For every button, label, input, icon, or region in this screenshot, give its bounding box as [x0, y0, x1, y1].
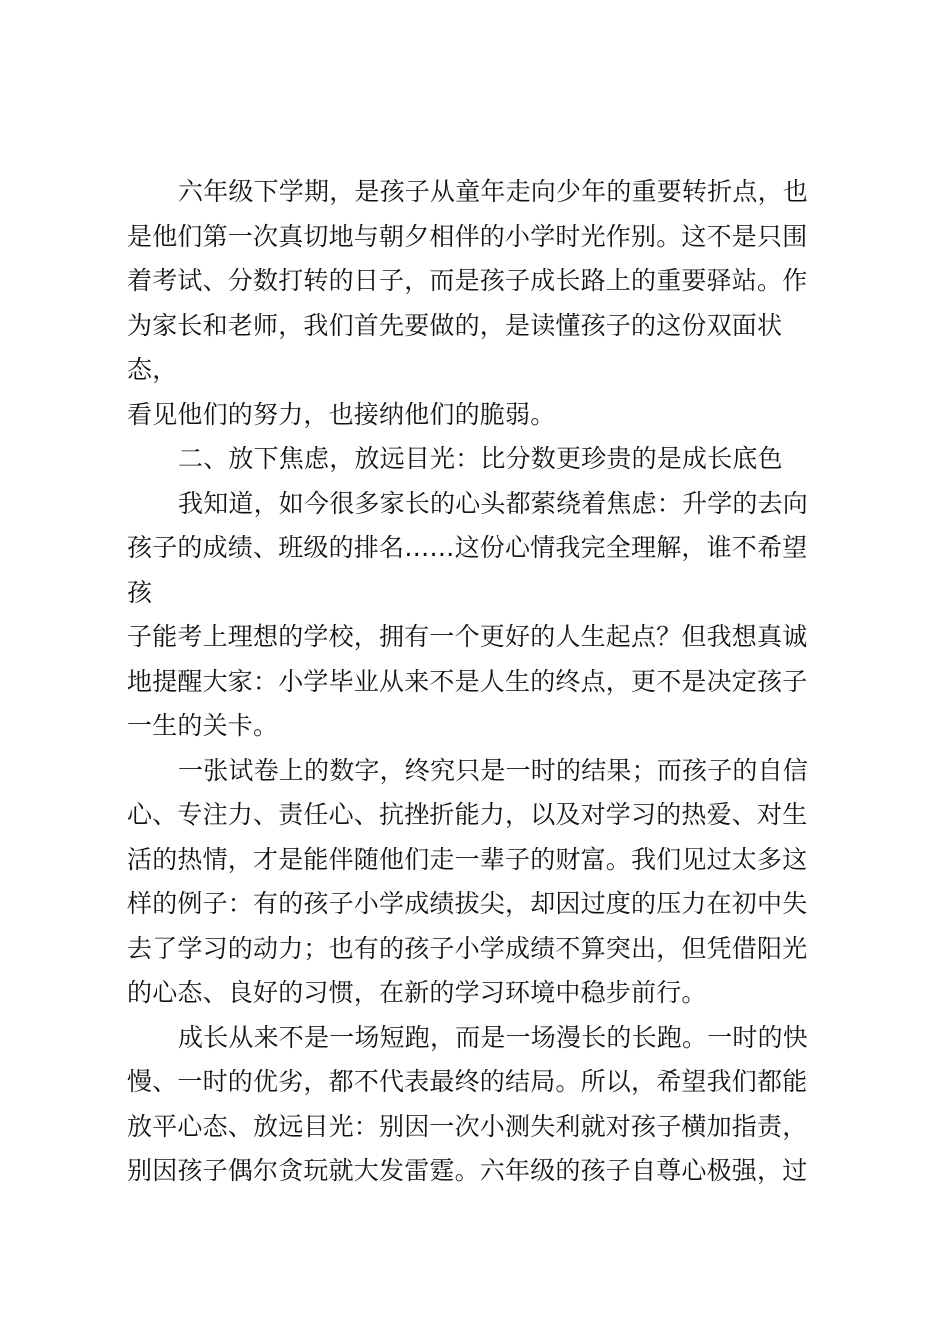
document-body: [127, 170, 832, 1194]
section-heading: 二、放下焦虑，放远目光：比分数更珍贵的是成长底色: [178, 444, 783, 473]
paragraph-wealth: 一张试卷上的数字，终究只是一时的结果；而孩子的自信 心、专注力、责任心、抗挫折能力，以及对学习的热爱、对生 活的热情，才是能伴随他们走一辈子的财富。我们见过太多这 样的例子：有的孩子小学成绩拔尖，却因过度的压力在初中失 去了学习的动力；也有的孩子小学成绩不算突出，但凭借阳光 的心态、良好的习惯，在新的学习环境中稳步前行。: [127, 755, 809, 1007]
paragraph-marathon: 成长从来不是一场短跑，而是一场漫长的长跑。一时的快 慢、一时的优劣，都不代表最终的结局。所以，希望我们都能 放平心态、放远目光：别因一次小测失利就对孩子横加指责， 别因孩子偶尔贪玩就大发雷霆。六年级的孩子自尊心极强，过: [127, 1022, 809, 1185]
paragraph-intro: 六年级下学期，是孩子从童年走向少年的重要转折点，也 是他们第一次真切地与朝夕相伴的小学时光作别。这不是只围 着考试、分数打转的日子，而是孩子成长路上的重要驿站。作 为家长和老师，我们首先要做的，是读懂孩子的这份双面状态， 看见他们的努力，也接纳他们的脆弱。: [127, 177, 809, 429]
paragraph-anxiety: 我知道，如今很多家长的心头都萦绕着焦虑：升学的去向 孩子的成绩、班级的排名……这份心情我完全理解，谁不希望孩 子能考上理想的学校，拥有一个更好的人生起点？但我想真诚 地提醒大家：小学毕业从来不是人生的终点，更不是决定孩子 一生的关卡。: [127, 488, 809, 740]
